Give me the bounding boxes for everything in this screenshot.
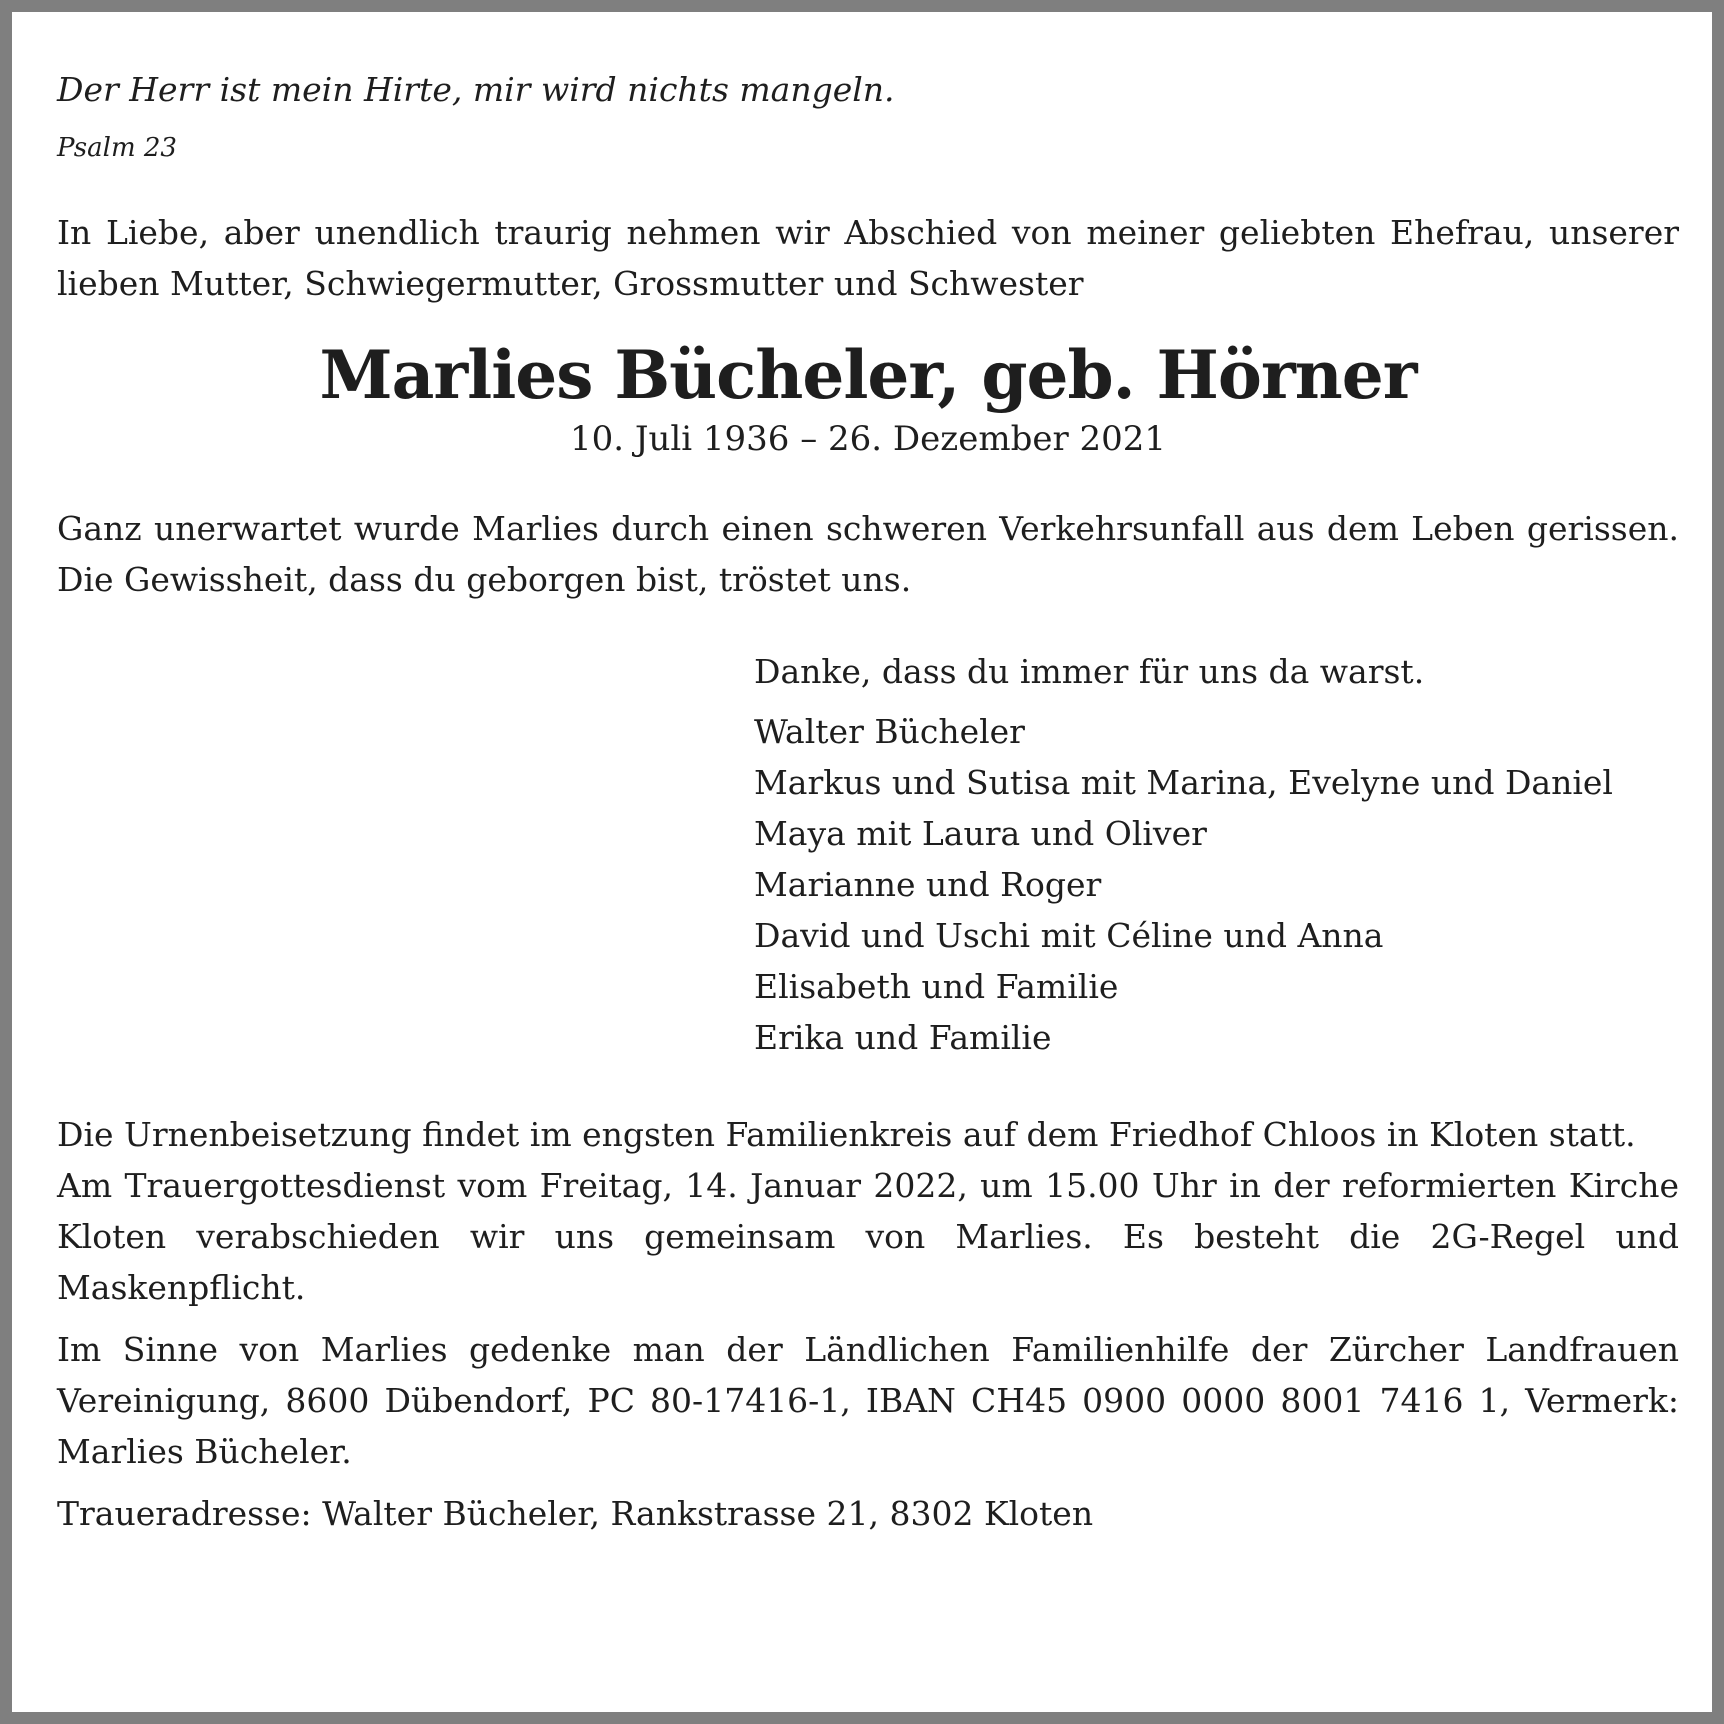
- bible-quote: Der Herr ist mein Hirte, mir wird nichts mangeln.: [57, 70, 895, 109]
- mourners-block: [754, 646, 1679, 1063]
- mourning-address: Traueradresse: Walter Bücheler, Rankstrasse 21, 8302 Kloten: [57, 1494, 1094, 1533]
- notice-content: [57, 67, 1679, 1539]
- bible-quote-source: Psalm 23: [57, 133, 177, 163]
- burial-info: Die Urnenbeisetzung findet im engsten Familienkreis auf dem Friedhof Chloos in Kloten statt.: [57, 1115, 1636, 1154]
- accident-text: Ganz unerwartet wurde Marlies durch einen schweren Verkehrsunfall aus dem Leben gerissen. Die Gewissheit, dass du geborgen bist, tröstet uns.: [57, 509, 1679, 599]
- life-dates: 10. Juli 1936 – 26. Dezember 2021: [569, 419, 1167, 459]
- mourner-item: Elisabeth und Familie: [754, 967, 1119, 1006]
- donation-info: Im Sinne von Marlies gedenke man der Ländlichen Familienhilfe der Zürcher Landfrauen Vereinigung, 8600 Dübendorf, PC 80-17416-1, IBAN CH45 0900 0000 8001 7416 1, Vermerk: Marlies Bücheler.: [57, 1330, 1679, 1471]
- mourner-item: David und Uschi mit Céline und Anna: [754, 916, 1384, 955]
- mourner-item: Markus und Sutisa mit Marina, Evelyne und Daniel: [754, 763, 1613, 802]
- mourner-item: Walter Bücheler: [754, 712, 1025, 751]
- deceased-name: Marlies Bücheler, geb. Hörner: [319, 336, 1417, 414]
- mourner-item: Maya mit Laura und Oliver: [754, 814, 1207, 853]
- mourner-item: Erika und Familie: [754, 1018, 1052, 1057]
- farewell-intro: In Liebe, aber unendlich traurig nehmen wir Abschied von meiner geliebten Ehefrau, unserer lieben Mutter, Schwiegermutter, Grossmutter und Schwester: [57, 213, 1679, 303]
- thanks-line: Danke, dass du immer für uns da warst.: [754, 652, 1425, 691]
- service-info: Am Trauergottesdienst vom Freitag, 14. Januar 2022, um 15.00 Uhr in der reformierten Kirche Kloten verabschieden wir uns gemeinsam von Marlies. Es besteht die 2G-Regel und Maskenpflicht.: [57, 1166, 1679, 1307]
- mourner-item: Marianne und Roger: [754, 865, 1102, 904]
- mourners-list: [754, 706, 1679, 1063]
